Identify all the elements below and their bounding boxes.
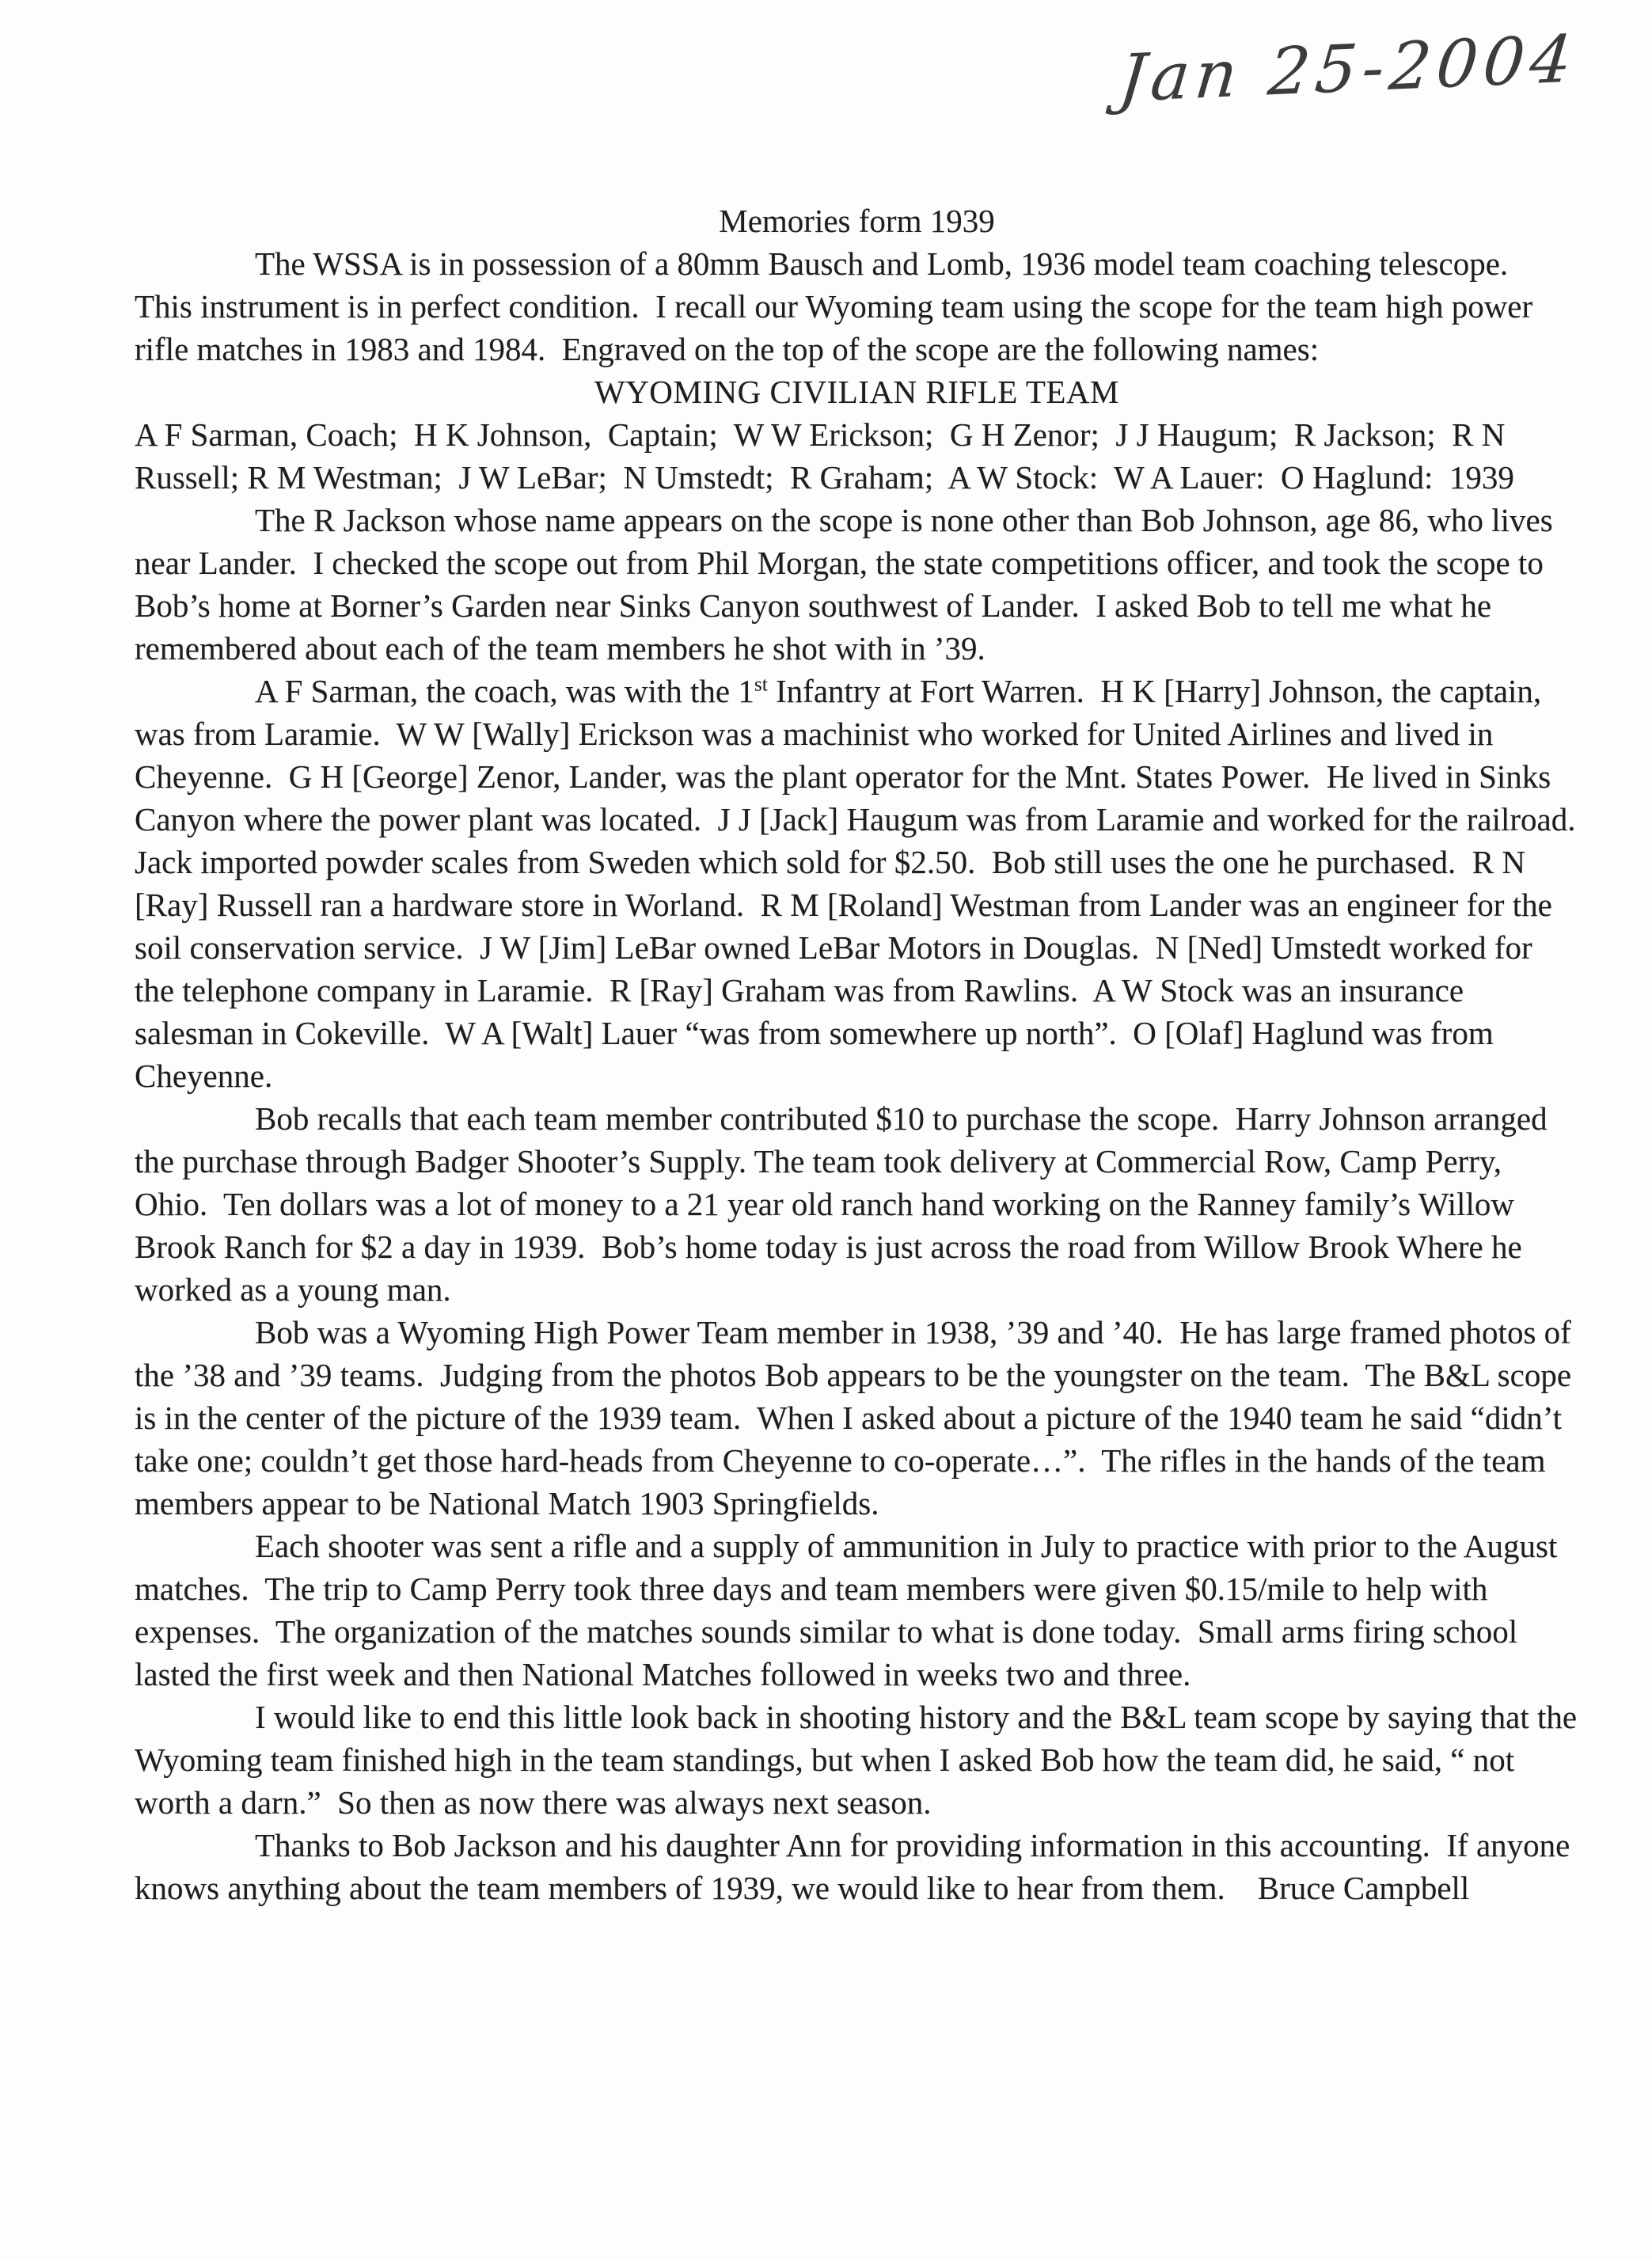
purchase-paragraph: Bob recalls that each team member contributed $10 to purchase the scope. Harry Johnson arranged the purchase through Badger Shooter’s Supply. The team took delivery at Commercial Row, Camp Perry, Ohio. Ten dollars was a lot of money to a 21 year old ranch hand working on the Ranney family’s Willow Brook Ranch for $2 a day in 1939. Bob’s home today is just across the road from Willow Brook Where he worked as a young man. xyxy=(135,1100,1555,1308)
members-paragraph xyxy=(135,670,1592,1097)
paragraph-text: A F Sarman, the coach, was with the 1 xyxy=(255,673,754,709)
superscript-text: st xyxy=(754,673,768,696)
closing-paragraph: I would like to end this little look back in shooting history and the B&L team scope by saying that the Wyoming team finished high in the team standings, but when I asked Bob how the team did, he said, “ not worth a darn.” So then as now there was always next season. xyxy=(135,1699,1585,1821)
jackson-paragraph: The R Jackson whose name appears on the scope is none other than Bob Johnson, age 86, who lives near Lander. I checked the scope out from Phil Morgan, the state competitions officer, and took the scope to Bob’s home at Borner’s Garden near Sinks Canyon southwest of Lander. I asked Bob to tell me what he remembered about each of the team members he shot with in ’39. xyxy=(135,502,1561,667)
paragraph-text: Infantry at Fort Warren. H K [Harry] Johnson, the captain, was from Laramie. W W [Wally] Erickson was a machinist who worked for United Airlines and lived in Cheyenne. G H [George] Zenor, Lander, was the plant operator for the Mnt. States Power. He lived in Sinks Canyon where the power plant was located. J J [Jack] Haugum was from Laramie and worked for the railroad. Jack imported powder scales from Sweden which sold for $2.50. Bob still uses the one he purchased. R N [Ray] Russell ran a hardware store in Worland. R M [Roland] Westman from Lander was an engineer for the soil conservation service. J W [Jim] LeBar owned LeBar Motors in Douglas. N [Ned] Umstedt worked for the telephone company in Laramie. R [Ray] Graham was from Rawlins. A W Stock was an insurance salesman in Cokeville. W A [Walt] Lauer “was from somewhere up north”. O [Olaf] Haglund was from Cheyenne. xyxy=(135,673,1592,1094)
thanks-paragraph: Thanks to Bob Jackson and his daughter Ann for providing information in this accounting. If anyone knows anything about the team members of 1939, we would like to hear from them. Bruce Campbell xyxy=(135,1827,1578,1906)
team-roster: A F Sarman, Coach; H K Johnson, Captain; W W Erickson; G H Zenor; J J Haugum; R Jackson; R N Russell; R M Westman; J W LeBar; N Umstedt; R Graham; A W Stock: W A Lauer: O Haglund: 1939 xyxy=(135,416,1514,496)
document-body xyxy=(135,199,1592,1909)
team-roster-heading: WYOMING CIVILIAN RIFLE TEAM xyxy=(594,374,1119,410)
matches-paragraph: Each shooter was sent a rifle and a supply of ammunition in July to practice with prior to the August matches. The trip to Camp Perry took three days and team members were given $0.15/mile to help with expenses. The organization of the matches sounds similar to what is done today. Small arms firing school lasted the first week and then National Matches followed in weeks two and three. xyxy=(135,1528,1566,1692)
team-photos-paragraph: Bob was a Wyoming High Power Team member in 1938, ’39 and ’40. He has large framed photos of the ’38 and ’39 teams. Judging from the photos Bob appears to be the youngster on the team. The B&L scope is in the center of the picture of the 1939 team. When I asked about a picture of the 1940 team he said “didn’t take one; couldn’t get those hard-heads from Cheyenne to co-operate…”. The rifles in the hands of the team members appear to be National Match 1903 Springfields. xyxy=(135,1314,1580,1521)
handwritten-date: Jan 25-2004 xyxy=(1115,21,1581,117)
document-title: Memories form 1939 xyxy=(719,203,995,239)
intro-paragraph: The WSSA is in possession of a 80mm Bausch and Lomb, 1936 model team coaching telescope. This instrument is in perfect condition. I recall our Wyoming team using the scope for the team high power rifle matches in 1983 and 1984. Engraved on the top of the scope are the following names: xyxy=(135,245,1541,367)
